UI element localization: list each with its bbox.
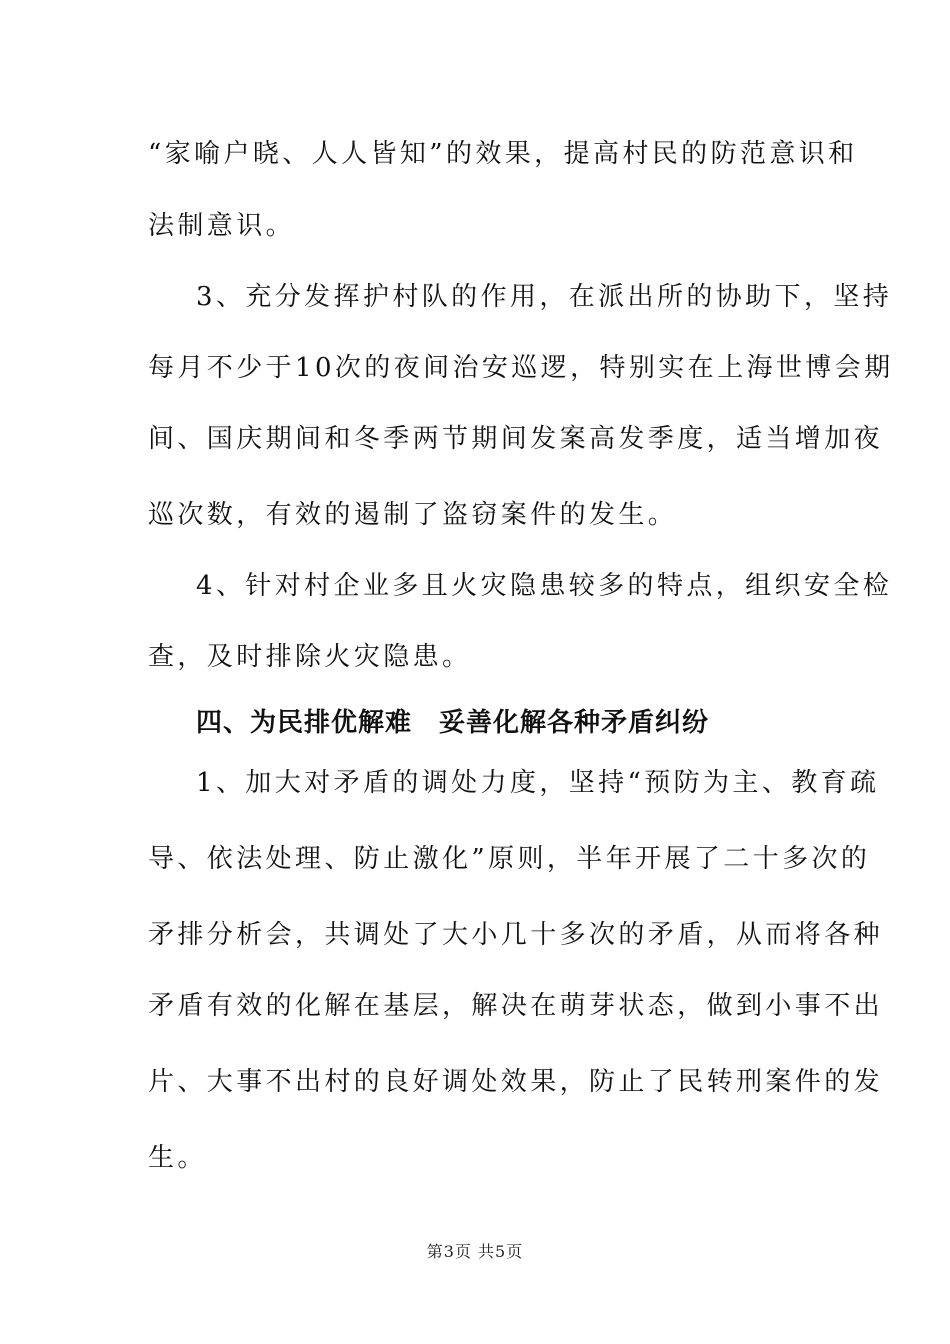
body-text-line: 查，及时排除火灾隐患。 (148, 642, 472, 672)
body-text-line: 3、充分发挥护村队的作用，在派出所的协助下，坚持 (196, 282, 893, 312)
body-text-line: “家喻户晓、人人皆知”的效果，提高村民的防范意识和 (148, 139, 858, 169)
body-text-line: 间、国庆期间和冬季两节期间发案高发季度，适当增加夜 (148, 424, 884, 454)
body-text-line: 生。 (148, 1143, 207, 1173)
page-number-footer: 第3页 共5页 (426, 1242, 524, 1261)
body-text-line: 矛排分析会，共调处了大小几十多次的矛盾，从而将各种 (148, 920, 884, 950)
body-text-line: 1、加大对矛盾的调处力度，坚持“预防为主、教育疏 (196, 768, 880, 798)
body-text-line: 4、针对村企业多且火灾隐患较多的特点，组织安全检 (196, 571, 893, 601)
section-heading: 四、为民排优解难 妥善化解各种矛盾纠纷 (196, 708, 710, 738)
body-text-line: 法制意识。 (148, 211, 296, 241)
body-text-line: 片、大事不出村的良好调处效果，防止了民转刑案件的发 (148, 1067, 884, 1097)
body-text-line: 导、依法处理、防止激化”原则，半年开展了二十多次的 (148, 844, 871, 874)
body-text-line: 巡次数，有效的遏制了盗窃案件的发生。 (148, 500, 678, 530)
body-text-line: 矛盾有效的化解在基层，解决在萌芽状态，做到小事不出 (148, 991, 884, 1021)
body-text-line: 每月不少于10次的夜间治安巡逻，特别实在上海世博会期 (148, 353, 894, 383)
